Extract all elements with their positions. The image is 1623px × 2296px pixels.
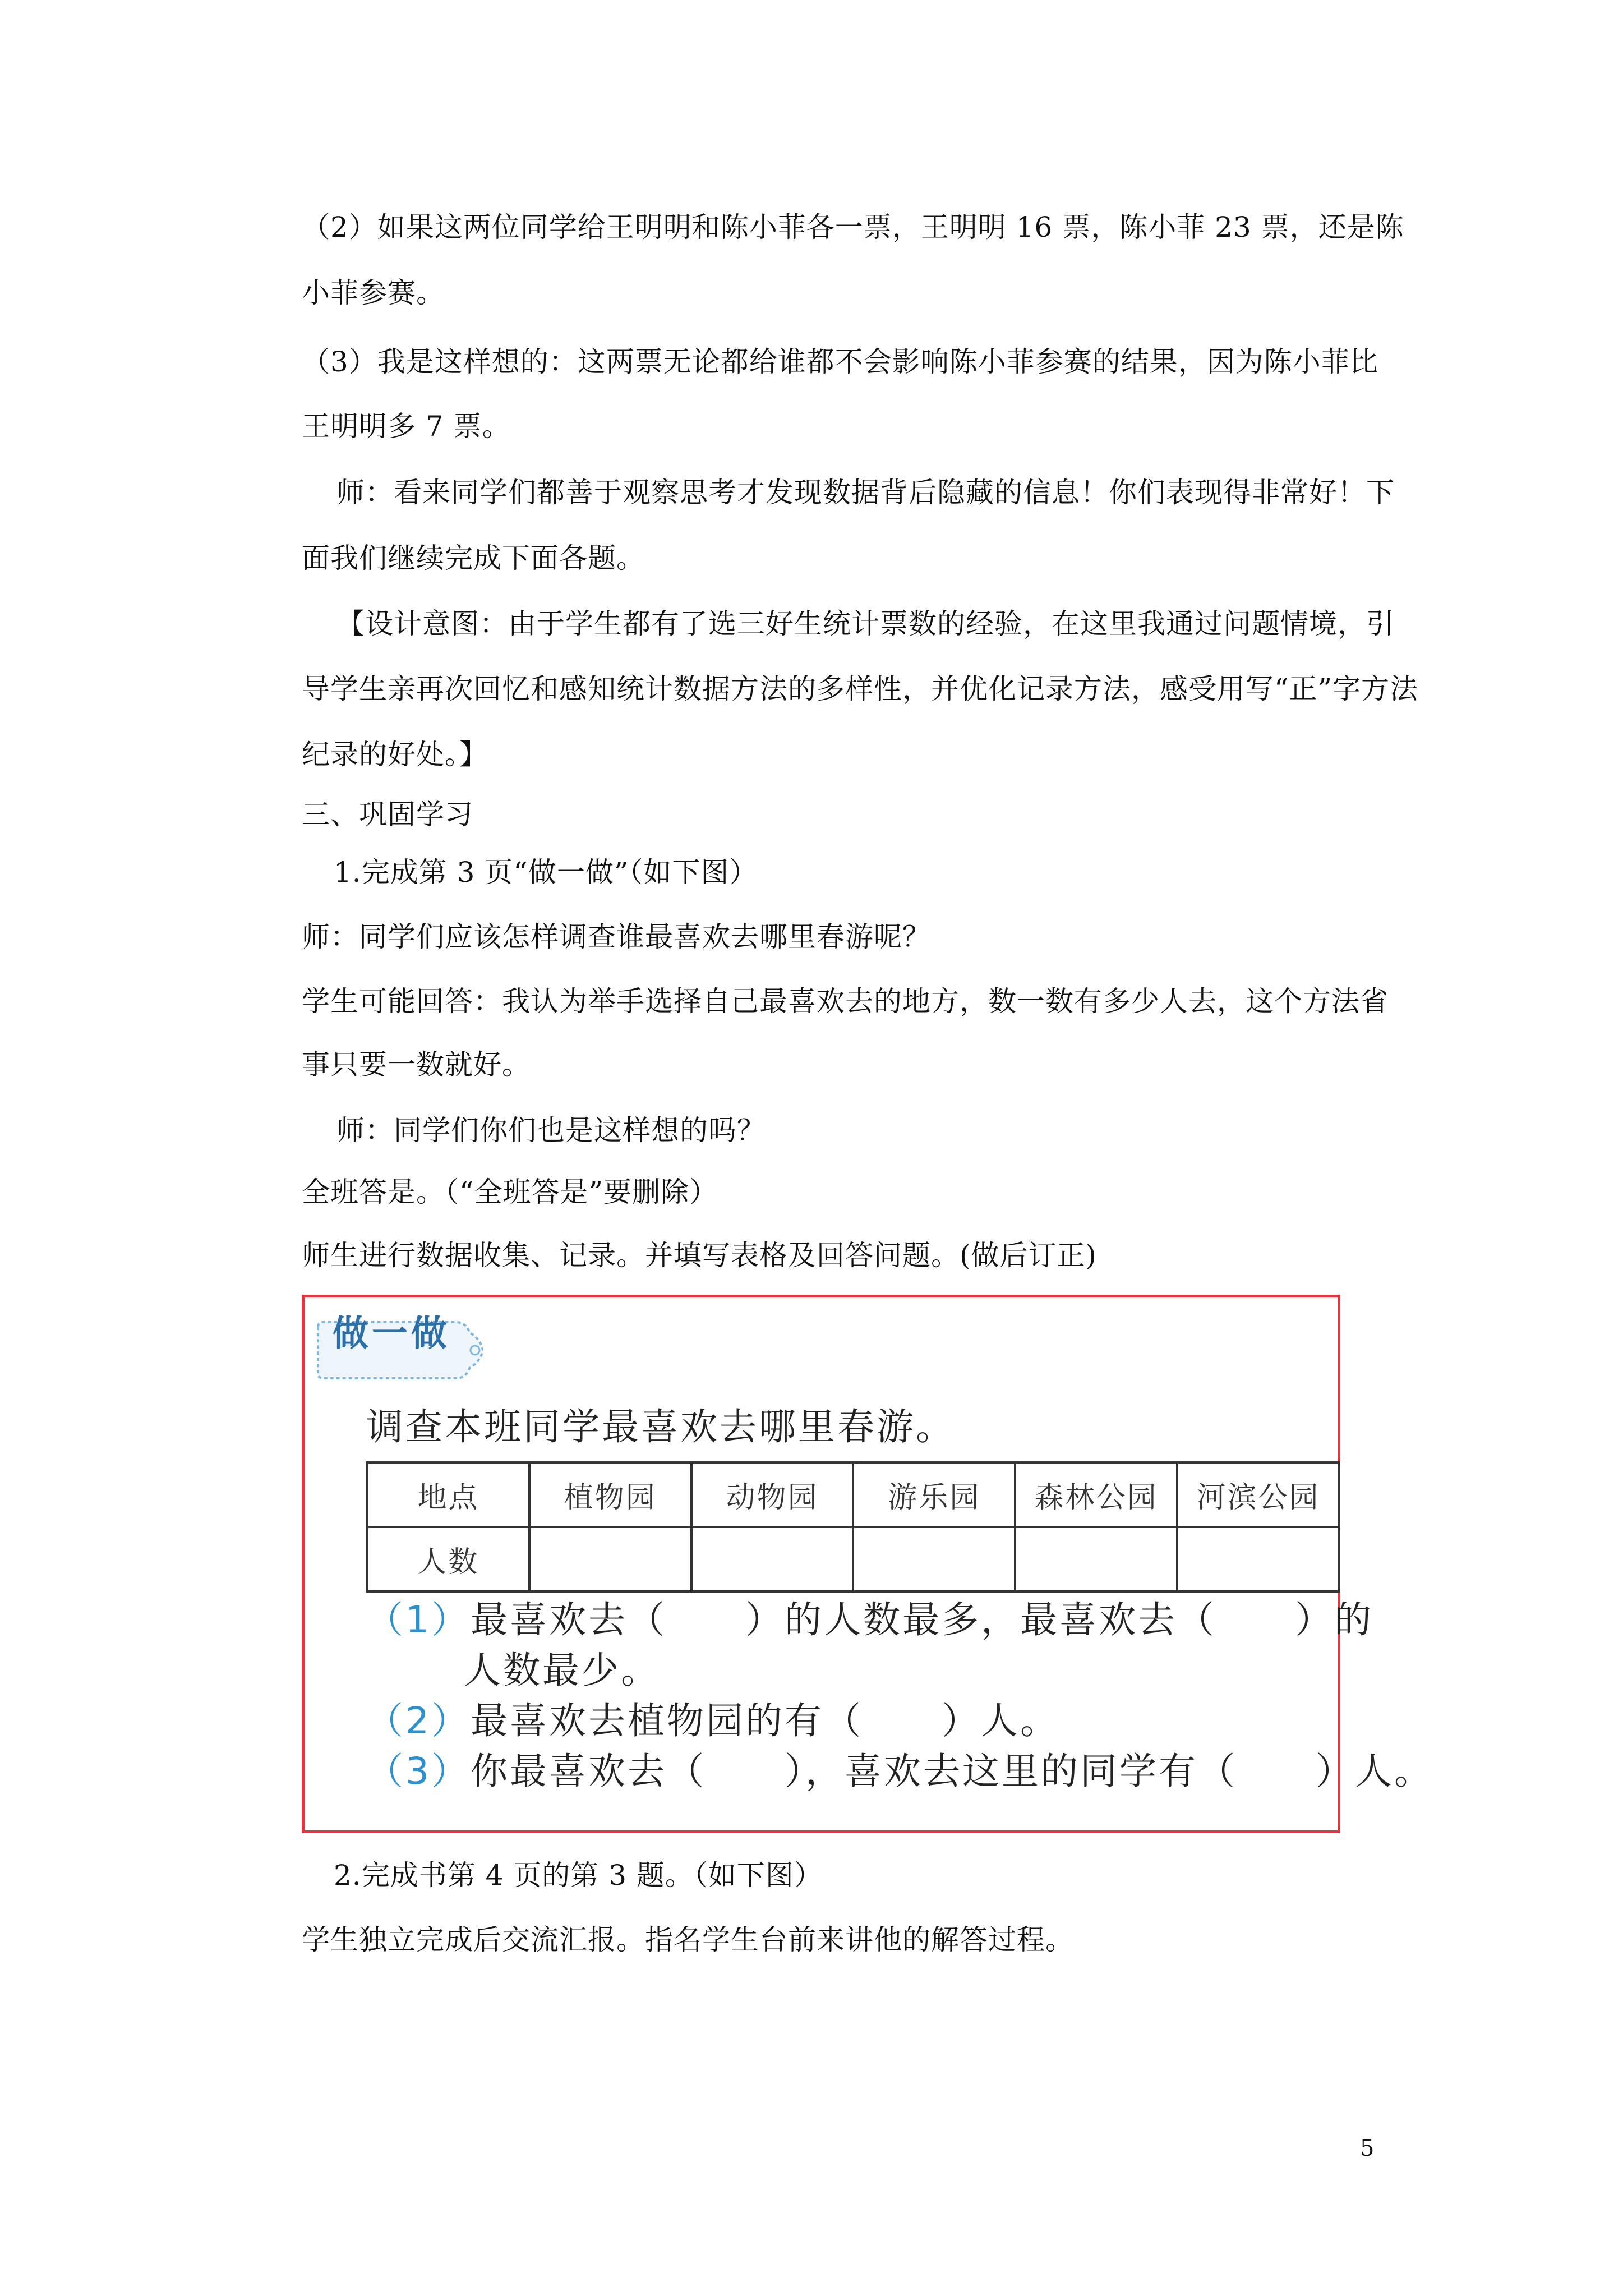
table-cell: 森林公园	[1015, 1462, 1177, 1527]
table-cell: 动物园	[691, 1462, 854, 1527]
question-number: （3）	[366, 1750, 471, 1793]
table-cell: 人数	[367, 1527, 529, 1591]
paragraph: 学生可能回答：我认为举手选择自己最喜欢去的地方，数一数有多少人去，这个方法省	[302, 985, 1389, 1018]
paragraph: 导学生亲再次回忆和感知统计数据方法的多样性，并优化记录方法，感受用写“正”字方法	[302, 673, 1419, 705]
paragraph: 小菲参赛。	[302, 277, 445, 309]
table-row	[367, 1462, 1339, 1527]
question-text: 最喜欢去植物园的有（ ）人。	[471, 1699, 1059, 1742]
paragraph: （3）我是这样想的：这两票无论都给谁都不会影响陈小菲参赛的结果，因为陈小菲比	[302, 346, 1378, 378]
page-number: 5	[1360, 2136, 1375, 2161]
badge-title: 做一做	[333, 1313, 450, 1355]
section-heading: 三、巩固学习	[302, 798, 473, 831]
table-cell: 植物园	[529, 1462, 691, 1527]
table-cell-empty	[1015, 1527, 1177, 1591]
textbook-figure	[302, 1295, 1433, 1833]
table-cell-empty	[691, 1527, 854, 1591]
survey-table	[366, 1461, 1340, 1593]
question-1	[366, 1600, 1373, 1640]
paragraph: 师生进行数据收集、记录。并填写表格及回答问题。(做后订正)	[302, 1239, 1098, 1272]
table-cell: 地点	[367, 1462, 529, 1527]
paragraph: 【设计意图：由于学生都有了选三好生统计票数的经验，在这里我通过问题情境，引	[336, 608, 1395, 640]
paragraph: 学生独立完成后交流汇报。指名学生台前来讲他的解答过程。	[302, 1924, 1074, 1956]
table-cell: 河滨公园	[1177, 1462, 1339, 1527]
table-cell: 游乐园	[853, 1462, 1015, 1527]
paragraph: 2.完成书第 4 页的第 3 题。（如下图）	[334, 1859, 823, 1892]
table-row	[367, 1527, 1339, 1591]
paragraph: 师：看来同学们都善于观察思考才发现数据背后隐藏的信息！你们表现得非常好！下	[336, 476, 1395, 509]
paragraph: 纪录的好处。】	[302, 738, 488, 771]
table-cell-empty	[1177, 1527, 1339, 1591]
paragraph: 王明明多 7 票。	[302, 410, 511, 443]
question-number: （2）	[366, 1699, 471, 1742]
paragraph: （2）如果这两位同学给王明明和陈小菲各一票，王明明 16 票，陈小菲 23 票，还是陈	[302, 211, 1404, 243]
question-3	[366, 1752, 1433, 1791]
paragraph: 面我们继续完成下面各题。	[302, 542, 645, 574]
question-1-continued: 人数最少。	[464, 1649, 660, 1692]
paragraph: 全班答是。（“全班答是”要删除）	[302, 1176, 718, 1208]
paragraph: 1.完成第 3 页“做一做”（如下图）	[334, 856, 758, 889]
question-2	[366, 1701, 1059, 1741]
table-cell-empty	[529, 1527, 691, 1591]
table-cell-empty	[853, 1527, 1015, 1591]
question-text: 最喜欢去（ ）的人数最多，最喜欢去（ ）的	[471, 1598, 1373, 1641]
paragraph: 师：同学们你们也是这样想的吗？	[336, 1114, 766, 1147]
paragraph: 事只要一数就好。	[302, 1048, 531, 1081]
question-number: （1）	[366, 1598, 471, 1641]
survey-prompt: 调查本班同学最喜欢去哪里春游。	[366, 1405, 955, 1448]
paragraph: 师：同学们应该怎样调查谁最喜欢去哪里春游呢？	[302, 921, 931, 953]
question-text: 你最喜欢去（ ），喜欢去这里的同学有（ ）人。	[471, 1750, 1433, 1793]
